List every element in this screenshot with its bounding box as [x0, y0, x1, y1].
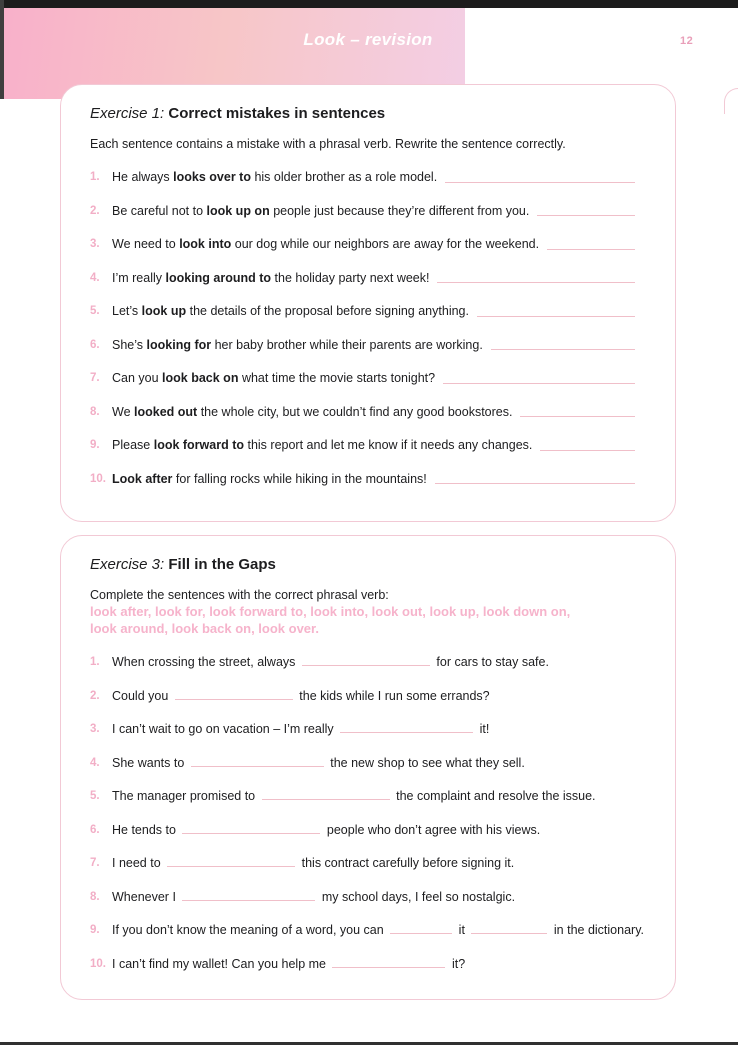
answer-line	[437, 282, 635, 283]
instruction-text: Each sentence contains a mistake with a phrasal verb. Rewrite the sentence correctly.	[90, 137, 566, 151]
sentence-text: Can you look back on what time the movie starts tonight?	[112, 371, 436, 385]
sentence-text: I can’t wait to go on vacation – I’m really it!	[112, 722, 490, 736]
list-item	[90, 270, 635, 287]
fill-blank	[182, 823, 320, 834]
exercise1-header	[90, 104, 635, 123]
item-number: 4.	[90, 271, 100, 284]
exercise-label: Exercise 1:	[90, 105, 165, 122]
item-number: 5.	[90, 305, 100, 317]
phrasal-verb: Look after	[112, 471, 173, 486]
sentence-text: She wants to the new shop to see what they sell.	[112, 755, 525, 770]
list-item	[90, 688, 635, 705]
answer-line	[443, 383, 635, 384]
list-item	[90, 822, 635, 839]
item-number: 8.	[90, 405, 100, 418]
exercise3-card	[60, 535, 676, 1000]
item-number: 5.	[90, 790, 100, 802]
list-item	[90, 236, 635, 253]
sentence-text: Please look forward to this report and let me know if it needs any changes.	[112, 438, 533, 452]
exercise-title: Correct mistakes in sentences	[168, 105, 386, 122]
next-page-corner	[724, 88, 738, 114]
item-number: 1.	[90, 656, 100, 668]
sentence-text: Could you the kids while I run some errands?	[112, 688, 490, 703]
item-number: 3.	[90, 723, 100, 735]
item-number: 7.	[90, 372, 100, 384]
list-item	[90, 855, 635, 872]
phrasal-verb: look into	[179, 237, 232, 251]
item-number: 2.	[90, 689, 100, 702]
list-item	[90, 922, 644, 939]
fill-blank	[191, 756, 324, 767]
answer-line	[491, 349, 635, 350]
fill-blank	[390, 923, 452, 934]
exercise3-header	[90, 555, 635, 574]
fill-blank	[332, 957, 445, 968]
sentence-text: We looked out the whole city, but we couldn’t find any good bookstores.	[112, 404, 513, 419]
list-item	[90, 370, 635, 387]
fill-blank	[262, 789, 390, 800]
fill-blank	[182, 890, 315, 901]
sentence-text: Look after for falling rocks while hiking in the mountains!	[112, 471, 427, 486]
item-number: 6.	[90, 823, 100, 836]
list-item	[90, 203, 635, 220]
fill-blank	[471, 923, 547, 934]
answer-line	[520, 416, 635, 417]
phrasal-verb: look up on	[206, 203, 270, 218]
sentence-text: He tends to people who don’t agree with his views.	[112, 822, 541, 837]
item-number: 2.	[90, 204, 100, 217]
item-number: 10.	[90, 472, 106, 485]
phrasal-verb: looked out	[134, 404, 198, 419]
sentence-text: Be careful not to look up on people just because they’re different from you.	[112, 203, 530, 218]
sentence-text: The manager promised to the complaint and resolve the issue.	[112, 789, 596, 803]
list-item	[90, 956, 635, 973]
page-title: Look – revision	[303, 30, 433, 49]
word-bank	[90, 603, 635, 637]
phrasal-verb: looks over to	[173, 170, 251, 184]
list-item	[90, 755, 635, 772]
instruction-text: Complete the sentences with the correct phrasal verb:	[90, 588, 389, 602]
word-bank-line: look around, look back on, look over.	[90, 621, 319, 636]
answer-line	[477, 316, 635, 317]
exercise-label: Exercise 3:	[90, 556, 165, 573]
sentence-text: He always looks over to his older brother as a role model.	[112, 170, 438, 184]
list-item	[90, 889, 635, 906]
exercise1-card	[60, 84, 676, 522]
item-number: 6.	[90, 338, 100, 351]
item-number: 7.	[90, 857, 100, 869]
list-item	[90, 654, 635, 671]
word-bank-line: look after, look for, look forward to, look into, look out, look up, look down on,	[90, 604, 571, 619]
phrasal-verb: looking around to	[165, 270, 272, 285]
phrasal-verb: look up	[141, 304, 187, 318]
sentence-text: We need to look into our dog while our neighbors are away for the weekend.	[112, 237, 540, 251]
sentence-text: When crossing the street, always for cars to stay safe.	[112, 655, 549, 669]
fill-blank	[340, 722, 473, 733]
page-number: 12	[680, 35, 694, 47]
left-edge	[0, 0, 4, 99]
fill-blank	[302, 655, 430, 666]
list-item	[90, 303, 635, 320]
exercise1-items	[90, 169, 635, 487]
answer-line	[547, 249, 635, 250]
item-number: 9.	[90, 439, 100, 451]
item-number: 8.	[90, 890, 100, 903]
top-bar	[0, 0, 738, 8]
sentence-text: Let’s look up the details of the proposal before signing anything.	[112, 304, 469, 318]
phrasal-verb: looking for	[146, 337, 212, 352]
phrasal-verb: look back on	[162, 371, 239, 385]
sentence-text: I can’t find my wallet! Can you help me it?	[112, 956, 466, 971]
sentence-text: Whenever I my school days, I feel so nostalgic.	[112, 889, 516, 904]
sentence-text: If you don’t know the meaning of a word, you can it in the dictionary.	[112, 923, 644, 937]
answer-line	[445, 182, 635, 183]
sentence-text: I’m really looking around to the holiday party next week!	[112, 270, 430, 285]
exercise3-items	[90, 654, 644, 972]
answer-line	[537, 215, 635, 216]
list-item	[90, 404, 635, 421]
item-number: 4.	[90, 756, 100, 769]
item-number: 10.	[90, 957, 106, 970]
fill-blank	[175, 689, 293, 700]
list-item	[90, 437, 635, 454]
fill-blank	[167, 856, 295, 867]
sentence-text: I need to this contract carefully before signing it.	[112, 856, 515, 870]
item-number: 3.	[90, 238, 100, 250]
list-item	[90, 471, 635, 488]
answer-line	[435, 483, 635, 484]
exercise-title: Fill in the Gaps	[168, 556, 276, 573]
list-item	[90, 788, 635, 805]
sentence-text: She’s looking for her baby brother while their parents are working.	[112, 337, 483, 352]
answer-line	[540, 450, 635, 451]
list-item	[90, 337, 635, 354]
item-number: 1.	[90, 171, 100, 183]
list-item	[90, 721, 635, 738]
phrasal-verb: look forward to	[153, 438, 244, 452]
list-item	[90, 169, 635, 186]
item-number: 9.	[90, 924, 100, 936]
